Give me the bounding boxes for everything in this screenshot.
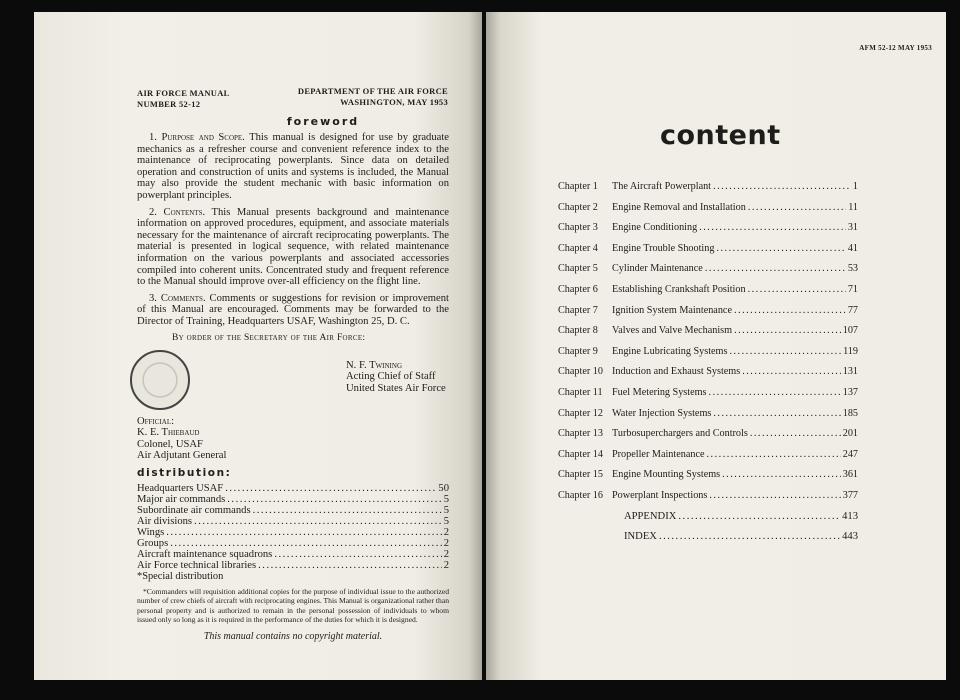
chapter-title: Water Injection Systems <box>612 407 712 419</box>
leader-dots <box>166 527 441 538</box>
toc-entry[interactable] <box>558 346 858 367</box>
chapter-number: Chapter 9 <box>558 345 598 357</box>
leader-dots <box>274 549 441 560</box>
toc-entry[interactable] <box>558 325 858 346</box>
special-distribution: *Special distribution <box>137 570 224 582</box>
chapter-page: 201 <box>842 428 858 440</box>
toc-entry[interactable] <box>558 222 858 243</box>
official-label: Official: <box>137 415 175 427</box>
toc-entry[interactable] <box>558 181 858 202</box>
leader-dots <box>170 538 442 549</box>
leader-dots <box>253 505 442 516</box>
toc-entry[interactable] <box>558 202 858 223</box>
signer-org: United States Air Force <box>346 382 446 394</box>
distribution-count: 2 <box>443 526 449 538</box>
leader-dots <box>225 483 436 494</box>
contents-title: content <box>660 120 781 151</box>
leader-dots <box>227 494 441 505</box>
paragraph-heading: Comments. <box>160 292 206 304</box>
leader-dots <box>716 243 845 254</box>
toc-entry[interactable] <box>558 243 858 264</box>
distribution-label: Headquarters USAF <box>137 482 224 494</box>
foreword-title: foreword <box>286 115 360 128</box>
chapter-page: 361 <box>842 469 858 481</box>
paragraph-text: This Manual presents background and maintenance information on approved procedures, equipment, and associate materials necessary for the maintenance of aircraft reciprocating powerplants. The material is presented in logical sequence, with related maintenance information on the various powerplants and associated accessories compiled into coherent units. Concentrated study and frequent reference to the Manual should improve over-all efficiency on the flight line. <box>137 206 450 288</box>
distribution-label: Subordinate air commands <box>137 504 251 516</box>
distribution-count: 2 <box>443 559 449 571</box>
footnote: *Commanders will requisition additional copies for the purpose of individual issue to the authorized number of crew chiefs of aircraft with reciprocating engines. This Manual is organizational rather than personal property and is authorized to remain in the personal possession of individuals to whom issued only so long as it is required in the performance of the duties for which it is designed. <box>137 586 449 625</box>
leader-dots <box>722 469 841 480</box>
chapter-title: Engine Conditioning <box>612 222 698 234</box>
chapter-page: 41 <box>847 242 858 254</box>
chapter-title: Engine Removal and Installation <box>612 201 746 213</box>
leader-dots <box>748 284 846 295</box>
chapter-page: 77 <box>847 304 858 316</box>
toc-entry[interactable] <box>558 366 858 387</box>
distribution-row <box>137 560 449 571</box>
distribution-label: Major air commands <box>137 493 226 505</box>
chapter-number: Chapter 4 <box>558 242 598 254</box>
signer-title: Acting Chief of Staff <box>346 371 436 382</box>
chapter-title: Valves and Valve Mechanism <box>612 325 733 337</box>
left-page-content <box>137 115 449 643</box>
distribution-row <box>137 538 449 549</box>
leader-dots <box>713 408 840 419</box>
chapter-page: 11 <box>848 201 858 213</box>
leader-dots <box>750 428 841 439</box>
leader-dots <box>678 511 840 522</box>
foreword-paragraph <box>137 132 449 202</box>
header-line: WASHINGTON, MAY 1953 <box>340 97 448 107</box>
paragraph-number: 2. <box>149 206 157 218</box>
distribution-row <box>137 483 449 494</box>
toc-entry[interactable] <box>558 449 858 470</box>
leader-dots <box>194 516 442 527</box>
chapter-page: 107 <box>842 325 858 337</box>
toc-entry[interactable] <box>558 263 858 284</box>
leader-dots <box>707 449 841 460</box>
distribution-label: Groups <box>137 537 169 549</box>
official-name: K. E. Thiebaud <box>137 427 200 438</box>
distribution-count: 50 <box>438 482 449 494</box>
chapter-number: Chapter 14 <box>558 448 603 460</box>
chapter-title: Fuel Metering Systems <box>612 386 707 398</box>
chapter-title: Induction and Exhaust Systems <box>612 366 741 378</box>
running-header: AFM 52-12 MAY 1953 <box>859 44 932 52</box>
header-line: AIR FORCE MANUAL <box>137 88 230 98</box>
paragraph-number: 3. <box>149 292 157 304</box>
toc-entry[interactable] <box>558 469 858 490</box>
toc-entry[interactable] <box>558 428 858 449</box>
leader-dots <box>729 346 841 357</box>
distribution-list <box>137 483 449 571</box>
chapter-number: Chapter 7 <box>558 304 598 316</box>
chapter-page: 31 <box>847 222 858 234</box>
chapter-title: The Aircraft Powerplant <box>612 181 712 192</box>
distribution-title: distribution: <box>137 466 232 479</box>
chapter-number: Chapter 15 <box>558 469 603 481</box>
toc-entry-appendix[interactable] <box>558 511 858 532</box>
chapter-title: Powerplant Inspections <box>612 489 708 501</box>
leader-dots <box>699 222 846 233</box>
chapter-title: Engine Mounting Systems <box>612 469 721 481</box>
chapter-title: Cylinder Maintenance <box>612 263 703 275</box>
chapter-page: 53 <box>847 263 858 275</box>
chapter-page: 137 <box>842 386 858 398</box>
chapter-number: Chapter 16 <box>558 489 603 501</box>
leader-dots <box>258 560 442 571</box>
chapter-number: Chapter 2 <box>558 201 598 213</box>
leader-dots <box>748 202 846 213</box>
chapter-title: Establishing Crankshaft Position <box>612 283 746 295</box>
appendix-page: 413 <box>842 510 858 522</box>
distribution-count: 2 <box>443 537 449 549</box>
distribution-count: 2 <box>443 548 449 560</box>
chapter-number: Chapter 12 <box>558 407 603 419</box>
chapter-number: Chapter 8 <box>558 325 598 337</box>
official-rank: Colonel, USAF <box>137 438 203 450</box>
leader-dots <box>659 531 840 542</box>
header-line: NUMBER 52-12 <box>137 99 201 109</box>
chapter-page: 185 <box>842 407 858 419</box>
chapter-title: Engine Lubricating Systems <box>612 345 728 357</box>
table-of-contents <box>558 181 858 552</box>
header-line: DEPARTMENT OF THE AIR FORCE <box>297 86 448 96</box>
paragraph-heading: Purpose and Scope. <box>161 132 245 143</box>
chapter-title: Turbosuperchargers and Controls <box>612 428 748 440</box>
distribution-count: 5 <box>443 504 449 516</box>
distribution-count: 5 <box>443 515 449 527</box>
foreword-paragraph <box>137 207 449 288</box>
distribution-row <box>137 527 449 538</box>
chapter-page: 119 <box>843 345 858 357</box>
official-block <box>137 416 449 462</box>
chapter-number: Chapter 5 <box>558 263 598 275</box>
index-page: 443 <box>842 531 858 543</box>
chapter-number: Chapter 13 <box>558 428 603 440</box>
right-page <box>486 12 946 680</box>
toc-entry-index[interactable] <box>558 531 858 552</box>
toc-entry[interactable] <box>558 305 858 326</box>
toc-entry[interactable] <box>558 387 858 408</box>
signature-block <box>346 360 446 395</box>
chapter-number: Chapter 3 <box>558 222 598 234</box>
foreword-body <box>137 132 449 328</box>
leader-dots <box>709 490 840 501</box>
leader-dots <box>742 366 841 377</box>
distribution-row <box>137 549 449 560</box>
official-title: Air Adjutant General <box>137 450 227 461</box>
leader-dots <box>709 387 841 398</box>
toc-entry[interactable] <box>558 284 858 305</box>
chapter-page: 71 <box>847 283 858 295</box>
leader-dots <box>734 325 841 336</box>
department-header <box>298 86 448 108</box>
distribution-label: Aircraft maintenance squadrons <box>137 548 273 560</box>
distribution-label: Air Force technical libraries <box>137 559 257 571</box>
toc-entry[interactable] <box>558 408 858 429</box>
chapter-number: Chapter 1 <box>558 181 598 192</box>
distribution-row <box>137 494 449 505</box>
chapter-title: Ignition System Maintenance <box>612 304 732 316</box>
chapter-number: Chapter 10 <box>558 366 603 378</box>
air-force-seal <box>130 350 190 410</box>
distribution-label: Air divisions <box>137 515 193 527</box>
chapter-page: 247 <box>842 448 858 460</box>
copyright-note: This manual contains no copyright material. <box>203 630 383 642</box>
manual-number <box>137 88 230 110</box>
signer-name: N. F. Twining <box>346 359 403 371</box>
chapter-number: Chapter 11 <box>558 386 603 398</box>
foreword-paragraph <box>137 293 449 328</box>
index-title: INDEX <box>624 531 657 543</box>
chapter-page: 377 <box>842 489 858 501</box>
appendix-title: APPENDIX <box>624 510 677 522</box>
chapter-title: Engine Trouble Shooting <box>612 242 715 254</box>
chapter-page: 1 <box>852 181 858 192</box>
left-page <box>34 12 482 680</box>
toc-entry[interactable] <box>558 490 858 511</box>
leader-dots <box>734 305 846 316</box>
seal-signature-row <box>137 350 449 412</box>
paragraph-heading: Contents. <box>163 206 206 218</box>
paragraph-number: 1. <box>149 132 157 143</box>
distribution-row <box>137 516 449 527</box>
distribution-count: 5 <box>443 493 449 505</box>
by-order: By order of the Secretary of the Air Force: <box>172 332 366 343</box>
paragraph-text: Comments or suggestions for revision or improvement of this Manual are encouraged. Comments may be forwarded to the Director of Training, Headquarters USAF, Washington 25, D. C. <box>137 292 449 327</box>
leader-dots <box>705 263 846 274</box>
leader-dots <box>713 181 851 192</box>
chapter-number: Chapter 6 <box>558 283 598 295</box>
paragraph-text: This manual is designed for use by graduate mechanics as a refresher course and convenient reference index to the maintenance of reciprocating powerplants. Since data on detailed operation and construction of units and systems is included, the Manual may also provide the student mechanic with basic information on powerplant principles. <box>137 132 449 201</box>
chapter-title: Propeller Maintenance <box>612 448 705 460</box>
chapter-page: 131 <box>842 366 858 378</box>
distribution-label: Wings <box>137 526 165 538</box>
distribution-row <box>137 505 449 516</box>
